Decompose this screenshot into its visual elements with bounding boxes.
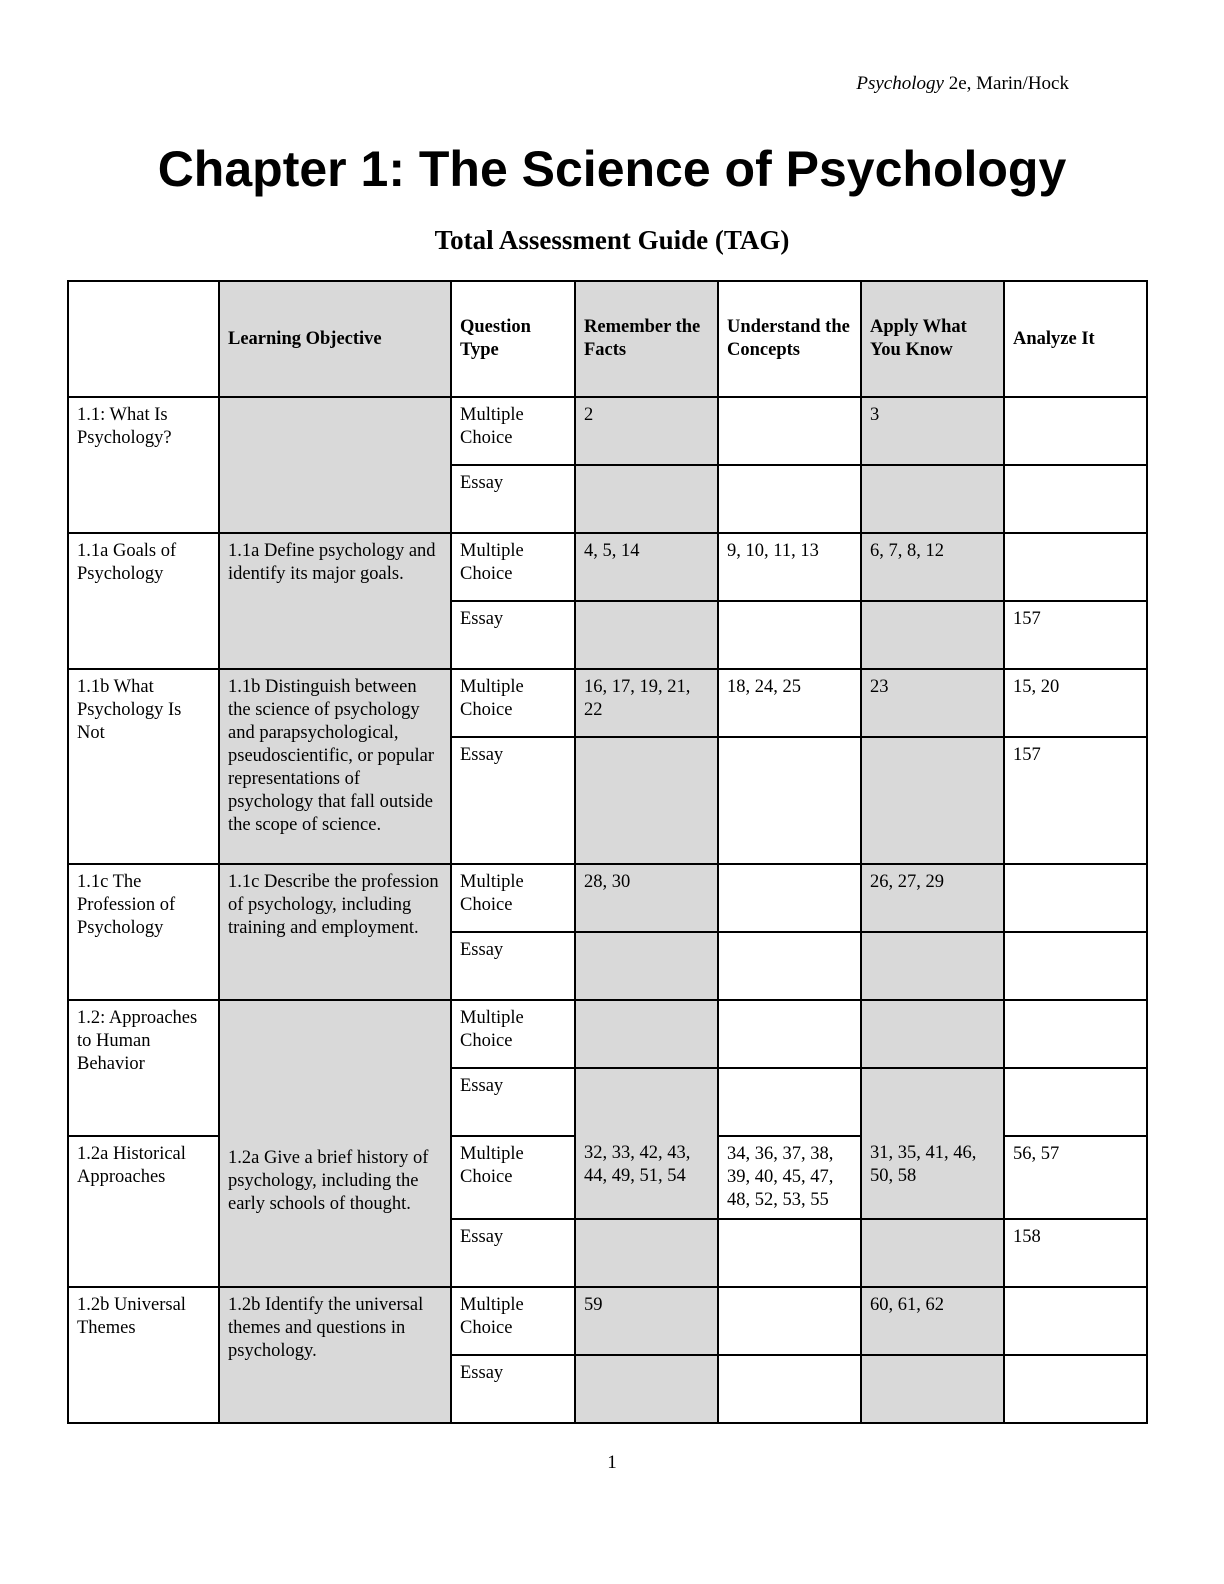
analyze-cell: 158	[1004, 1219, 1147, 1287]
apply-cell	[861, 465, 1004, 533]
header-apply: Apply What You Know	[861, 281, 1004, 397]
understand-cell	[718, 1287, 861, 1355]
apply-cell	[861, 601, 1004, 669]
analyze-cell	[1004, 932, 1147, 1000]
question-type-cell: Essay	[451, 737, 575, 864]
topic-cell: 1.1: What Is Psychology?	[68, 397, 219, 533]
apply-cell: 6, 7, 8, 12	[861, 533, 1004, 601]
apply-cell: 31, 35, 41, 46, 50, 58	[861, 1136, 1004, 1219]
question-type-cell: Essay	[451, 1219, 575, 1287]
question-type-cell: Multiple Choice	[451, 397, 575, 465]
remember-cell: 59	[575, 1287, 718, 1355]
apply-cell: 23	[861, 669, 1004, 737]
analyze-cell: 56, 57	[1004, 1136, 1147, 1219]
topic-cell: 1.1b What Psychology Is Not	[68, 669, 219, 864]
table-row	[68, 1000, 1147, 1068]
question-type-cell: Multiple Choice	[451, 669, 575, 737]
remember-cell	[575, 601, 718, 669]
running-header	[856, 73, 1069, 95]
analyze-cell	[1004, 1000, 1147, 1068]
question-type-cell: Essay	[451, 465, 575, 533]
understand-cell: 34, 36, 37, 38, 39, 40, 45, 47, 48, 52, 53, 55	[718, 1136, 861, 1219]
apply-cell	[861, 1219, 1004, 1287]
understand-cell	[718, 1219, 861, 1287]
question-type-cell: Essay	[451, 1068, 575, 1136]
learning-objective-cell	[219, 397, 451, 533]
remember-cell	[575, 1068, 718, 1136]
remember-cell: 2	[575, 397, 718, 465]
question-type-cell: Multiple Choice	[451, 533, 575, 601]
question-type-cell: Essay	[451, 932, 575, 1000]
page-number: 1	[607, 1452, 617, 1473]
analyze-cell	[1004, 465, 1147, 533]
understand-cell	[718, 864, 861, 932]
understand-cell	[718, 932, 861, 1000]
analyze-cell: 15, 20	[1004, 669, 1147, 737]
learning-objective-cell: 1.2a Give a brief history of psychology, including the early schools of thought.	[219, 1000, 451, 1287]
header-remember: Remember the Facts	[575, 281, 718, 397]
understand-cell	[718, 737, 861, 864]
apply-cell: 60, 61, 62	[861, 1287, 1004, 1355]
understand-cell	[718, 1068, 861, 1136]
topic-cell: 1.2b Universal Themes	[68, 1287, 219, 1423]
understand-cell	[718, 1355, 861, 1423]
analyze-cell: 157	[1004, 601, 1147, 669]
learning-objective-cell: 1.1b Distinguish between the science of psychology and parapsychological, pseudoscientific, or popular representations of psychology that fall outside the scope of science.	[219, 669, 451, 864]
header-topic	[68, 281, 219, 397]
remember-cell	[575, 1219, 718, 1287]
analyze-cell	[1004, 1068, 1147, 1136]
chapter-title: Chapter 1: The Science of Psychology	[157, 141, 1067, 197]
remember-cell: 4, 5, 14	[575, 533, 718, 601]
question-type-cell: Multiple Choice	[451, 1000, 575, 1068]
analyze-cell: 157	[1004, 737, 1147, 864]
understand-cell	[718, 397, 861, 465]
apply-cell	[861, 1000, 1004, 1068]
apply-cell	[861, 737, 1004, 864]
table-row	[68, 397, 1147, 465]
apply-cell: 3	[861, 397, 1004, 465]
question-type-cell: Essay	[451, 601, 575, 669]
table-row	[68, 533, 1147, 601]
understand-cell: 18, 24, 25	[718, 669, 861, 737]
apply-cell	[861, 932, 1004, 1000]
question-type-cell: Multiple Choice	[451, 864, 575, 932]
guide-subtitle: Total Assessment Guide (TAG)	[434, 225, 790, 255]
learning-objective-cell: 1.2b Identify the universal themes and questions in psychology.	[219, 1287, 451, 1423]
topic-cell: 1.2: Approaches to Human Behavior	[68, 1000, 219, 1136]
understand-cell	[718, 601, 861, 669]
remember-cell	[575, 465, 718, 533]
analyze-cell	[1004, 1287, 1147, 1355]
header-learning-objective: Learning Objective	[219, 281, 451, 397]
apply-cell: 26, 27, 29	[861, 864, 1004, 932]
header-row	[68, 281, 1147, 397]
header-analyze: Analyze It	[1004, 281, 1147, 397]
topic-cell: 1.1c The Profession of Psychology	[68, 864, 219, 1000]
question-type-cell: Essay	[451, 1355, 575, 1423]
remember-cell: 32, 33, 42, 43, 44, 49, 51, 54	[575, 1136, 718, 1219]
apply-cell	[861, 1068, 1004, 1136]
remember-cell	[575, 1355, 718, 1423]
table-row	[68, 1287, 1147, 1355]
learning-objective-cell: 1.1a Define psychology and identify its major goals.	[219, 533, 451, 669]
question-type-cell: Multiple Choice	[451, 1136, 575, 1219]
analyze-cell	[1004, 533, 1147, 601]
analyze-cell	[1004, 397, 1147, 465]
topic-cell: 1.2a Historical Approaches	[68, 1136, 219, 1287]
analyze-cell	[1004, 864, 1147, 932]
remember-cell	[575, 932, 718, 1000]
table-row	[68, 864, 1147, 932]
apply-cell	[861, 1355, 1004, 1423]
book-title: Psychology	[856, 73, 944, 94]
remember-cell	[575, 1000, 718, 1068]
table-row	[68, 669, 1147, 737]
assessment-table	[67, 280, 1148, 1424]
header-question-type: Question Type	[451, 281, 575, 397]
book-authors: 2e, Marin/Hock	[943, 73, 1069, 94]
analyze-cell	[1004, 1355, 1147, 1423]
remember-cell	[575, 737, 718, 864]
topic-cell: 1.1a Goals of Psychology	[68, 533, 219, 669]
understand-cell	[718, 1000, 861, 1068]
understand-cell	[718, 465, 861, 533]
understand-cell: 9, 10, 11, 13	[718, 533, 861, 601]
remember-cell: 28, 30	[575, 864, 718, 932]
question-type-cell: Multiple Choice	[451, 1287, 575, 1355]
header-understand: Understand the Concepts	[718, 281, 861, 397]
learning-objective-cell: 1.1c Describe the profession of psychology, including training and employment.	[219, 864, 451, 1000]
remember-cell: 16, 17, 19, 21, 22	[575, 669, 718, 737]
